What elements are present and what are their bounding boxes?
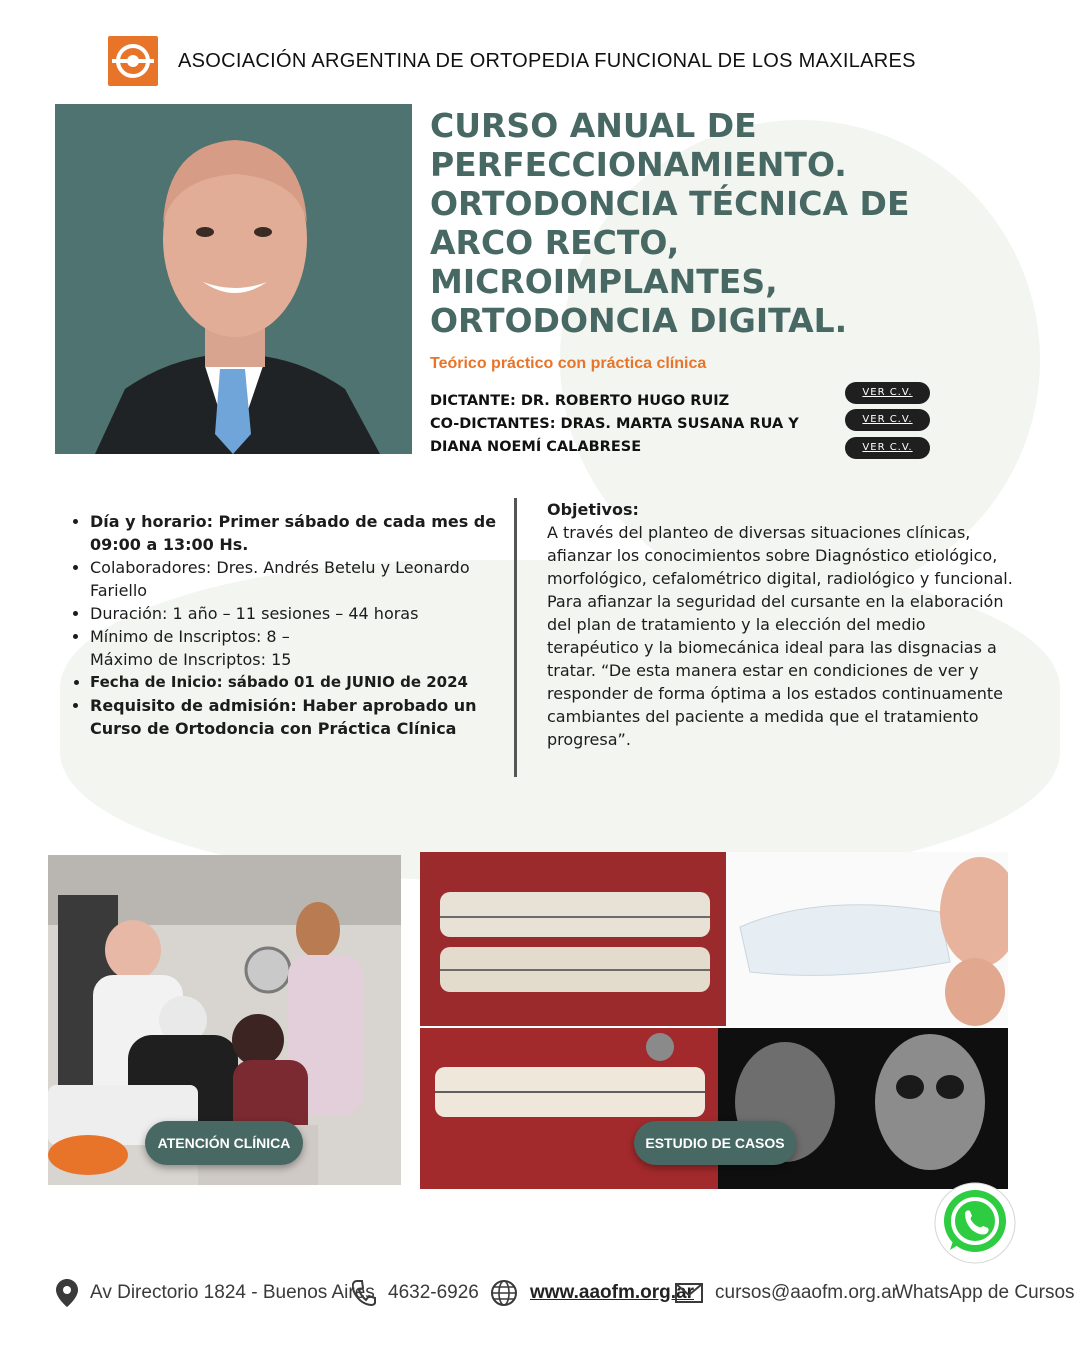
- globe-icon: [490, 1279, 518, 1307]
- column-divider: [514, 498, 517, 777]
- list-item-schedule: • Día y horario: Primer sábado de cada mes de 09:00 a 13:00 Hs.: [90, 510, 530, 556]
- objectives-text: A través del planteo de diversas situaciones clínicas, afianzar los conocimientos sobre Diagnóstico etiológico, morfológico, cefalométrico digital, radiológico y funcional. Para afianzar la seguridad del cursante en la elaboración del plan de tratamiento y la elección del medio terapéutico y la biomecánica ideal para las disgnacias a tratar. “De esta manera estar en condiciones de ver y responder de forma óptima a los estados continuamente cambiantes del paciente a medida que el tratamiento progresa”.: [547, 523, 1013, 749]
- speaker-portrait: [55, 104, 412, 454]
- course-title-line: ORTODONCIA DIGITAL.: [430, 301, 848, 340]
- course-title-line: ORTODONCIA TÉCNICA DE: [430, 184, 910, 223]
- course-title-line: MICROIMPLANTES,: [430, 262, 778, 301]
- whatsapp-icon[interactable]: [932, 1180, 1018, 1266]
- list-item-collaborators: • Colaboradores: Dres. Andrés Betelu y Leonardo Fariello: [90, 556, 530, 602]
- course-title-line: ARCO RECTO,: [430, 223, 680, 262]
- objectives: [547, 498, 1017, 751]
- course-title-line: CURSO ANUAL DE: [430, 106, 757, 145]
- co-speakers-cont: DIANA NOEMÍ CALABRESE: [430, 439, 642, 455]
- aaofm-logo-icon: [108, 36, 158, 86]
- whatsapp-text[interactable]: WhatsApp de Cursos: [895, 1282, 1075, 1303]
- footer-website[interactable]: [490, 1272, 694, 1314]
- cases-label: ESTUDIO DE CASOS: [634, 1121, 796, 1165]
- cv-button-rua[interactable]: VER C.V.: [845, 409, 930, 431]
- enrollment-max: Máximo de Inscriptos: 15: [90, 650, 292, 669]
- email-link[interactable]: cursos@aaofm.org.ar: [715, 1282, 898, 1303]
- course-title: [430, 106, 1040, 340]
- footer-email[interactable]: [675, 1272, 898, 1314]
- footer: [0, 1272, 1080, 1314]
- footer-whatsapp[interactable]: [895, 1272, 1075, 1314]
- cv-button-calabrese[interactable]: VER C.V.: [845, 437, 930, 459]
- speakers: [430, 390, 830, 459]
- mail-icon: [675, 1283, 703, 1303]
- website-link[interactable]: www.aaofm.org.ar: [530, 1282, 694, 1303]
- org-name: ASOCIACIÓN ARGENTINA DE ORTOPEDIA FUNCIONAL DE LOS MAXILARES: [178, 49, 916, 72]
- list-item-start-date: • Fecha de Inicio: sábado 01 de JUNIO de 2024: [90, 671, 530, 694]
- phone-icon: [352, 1280, 376, 1306]
- objectives-title: Objetivos:: [547, 500, 639, 519]
- location-pin-icon: [56, 1279, 78, 1307]
- course-subtitle: Teórico práctico con práctica clínica: [430, 355, 707, 372]
- header: [108, 36, 916, 86]
- footer-address: [56, 1272, 375, 1314]
- co-speakers: CO-DICTANTES: DRAS. MARTA SUSANA RUA Y: [430, 416, 799, 432]
- main-speaker: DICTANTE: DR. ROBERTO HUGO RUIZ: [430, 393, 730, 409]
- phone-text: 4632-6926: [388, 1282, 479, 1303]
- course-info-list: [68, 510, 530, 740]
- cv-button-ruiz[interactable]: VER C.V.: [845, 382, 930, 404]
- list-item-duration: • Duración: 1 año – 11 sesiones – 44 horas: [90, 602, 530, 625]
- list-item-enrollment: [90, 625, 530, 671]
- footer-phone[interactable]: [352, 1272, 479, 1314]
- enrollment-min: Mínimo de Inscriptos: 8 –: [90, 627, 290, 646]
- clinic-label: ATENCIÓN CLÍNICA: [145, 1121, 303, 1165]
- list-item-requirement: • Requisito de admisión: Haber aprobado un Curso de Ortodoncia con Práctica Clínica: [90, 694, 530, 740]
- course-title-line: PERFECCIONAMIENTO.: [430, 145, 847, 184]
- address-text: Av Directorio 1824 - Buenos Aires: [90, 1282, 375, 1303]
